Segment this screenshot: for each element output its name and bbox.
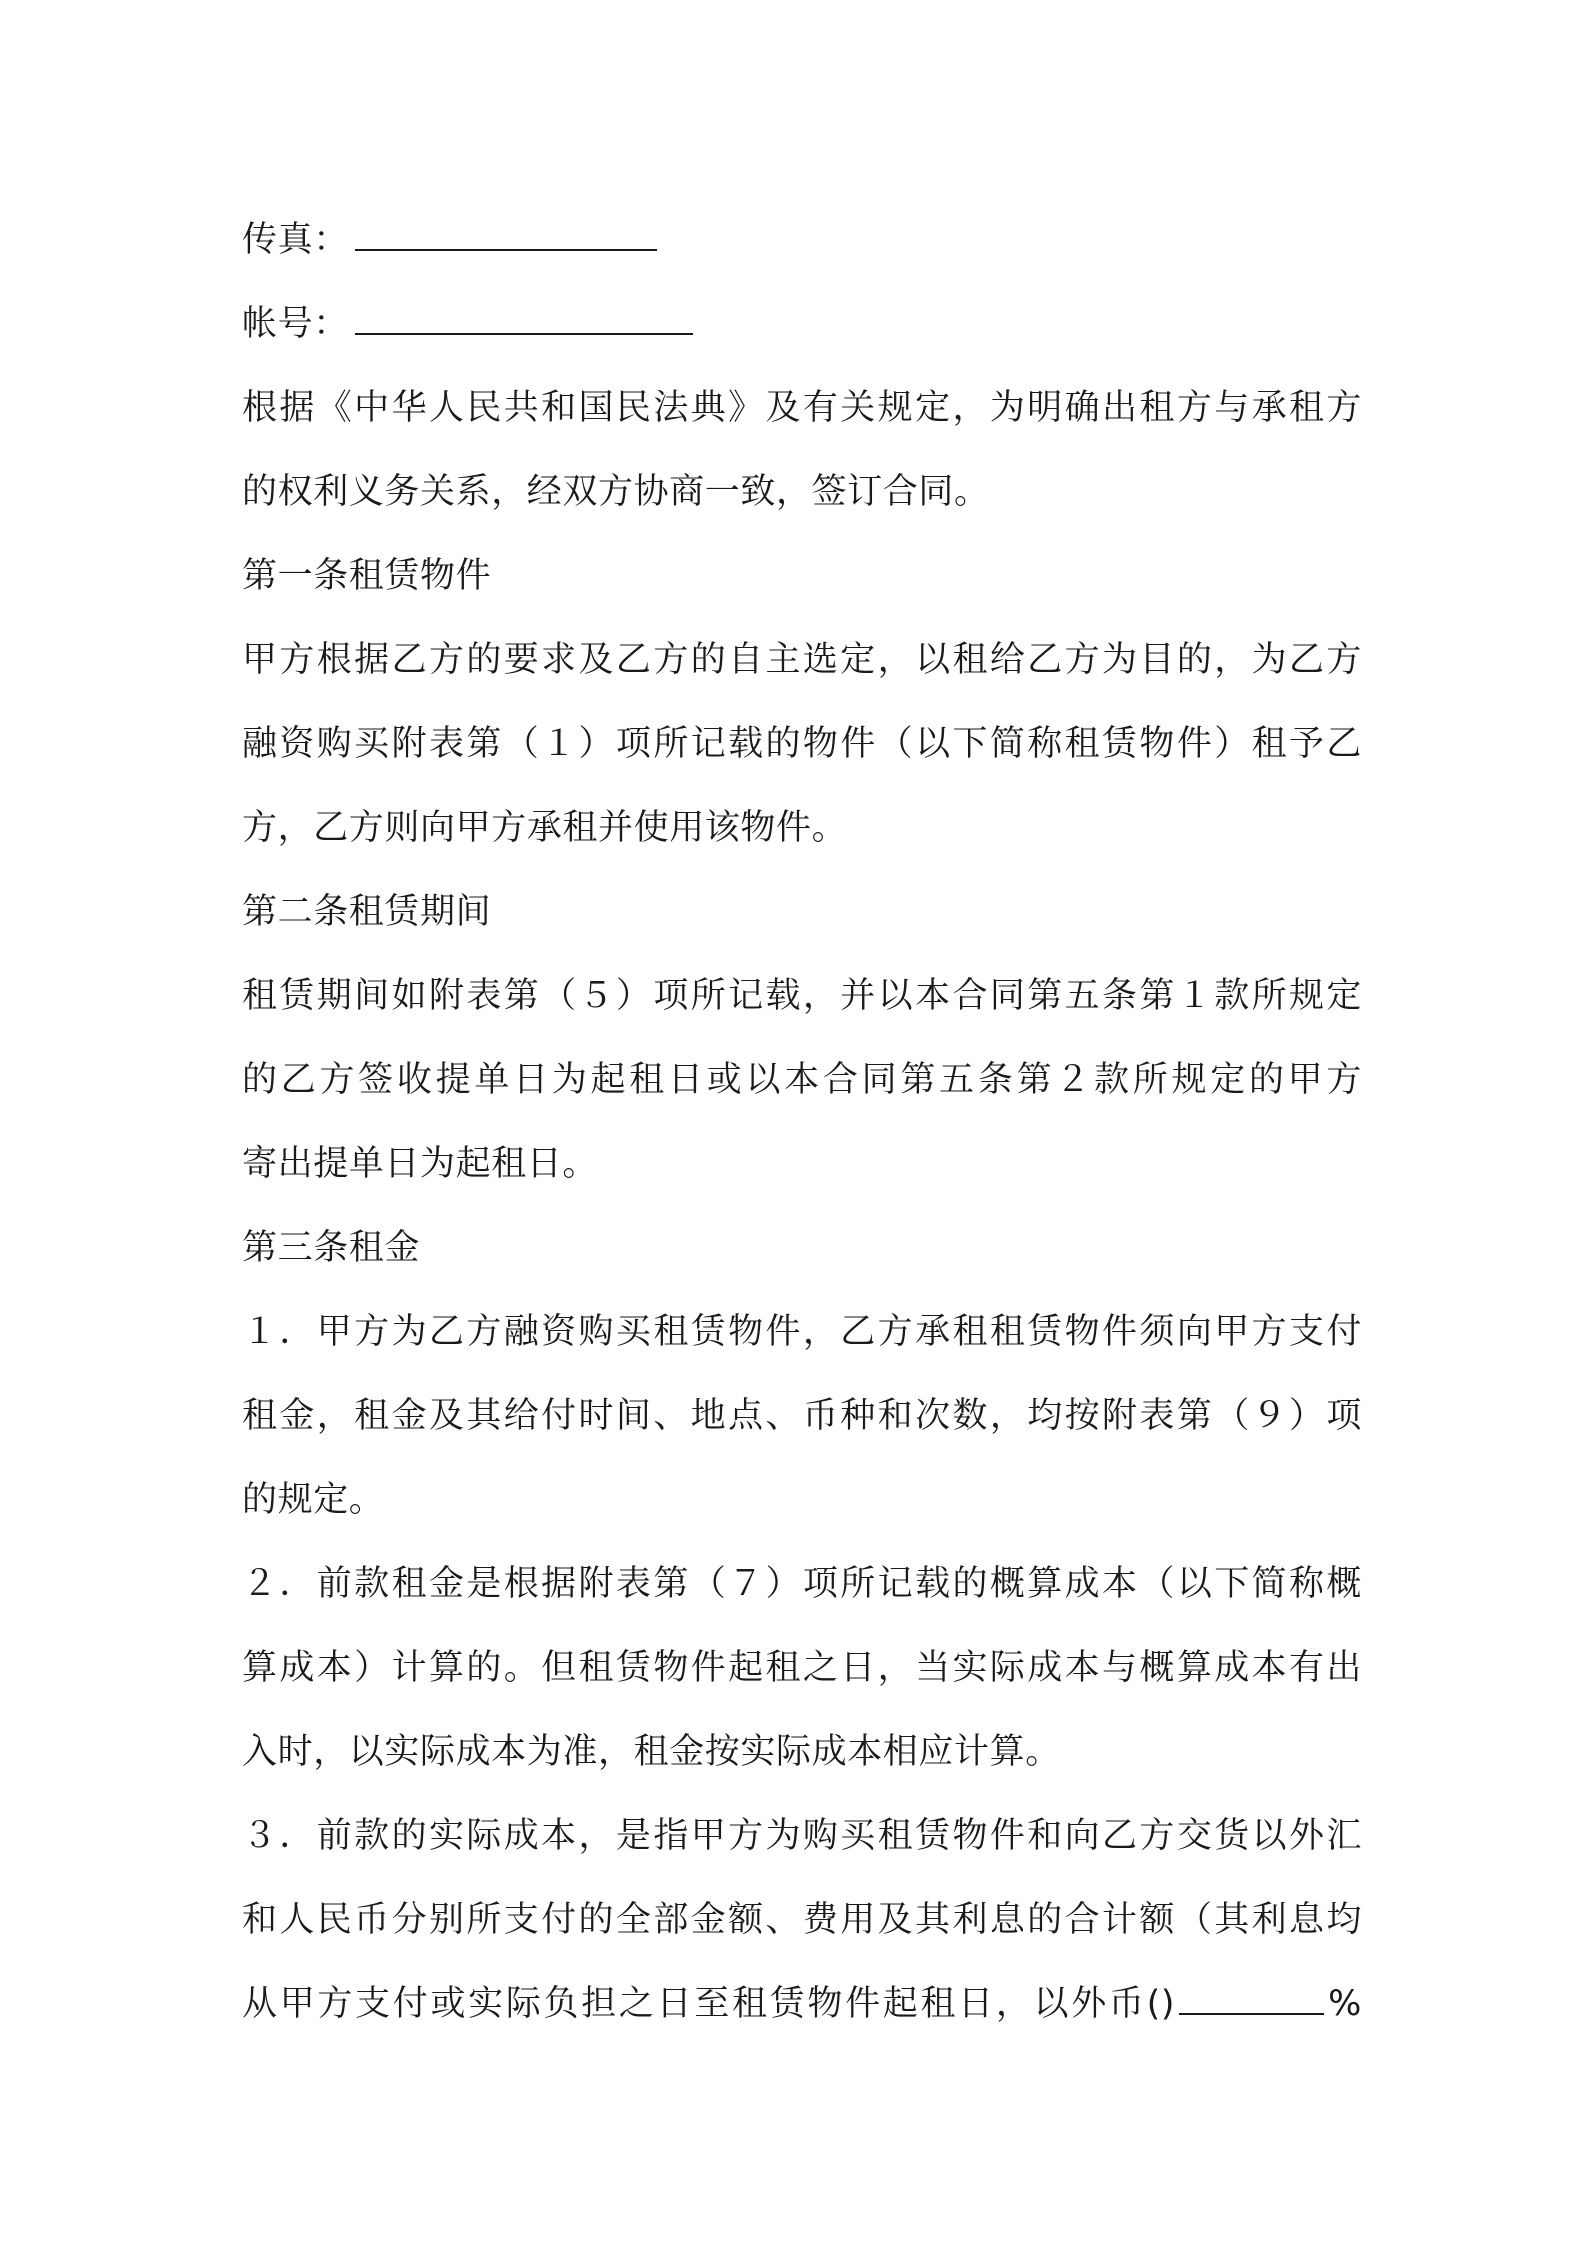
article-2-line-2: 的乙方签收提单日为起租日或以本合同第五条第２款所规定的甲方	[242, 1060, 1362, 1100]
article-3-clause-1-line-2: 租金，租金及其给付时间、地点、币种和次数，均按附表第（９）项	[242, 1396, 1362, 1436]
article-3-title: 第三条租金	[242, 1228, 421, 1268]
article-1-line-3: 方，乙方则向甲方承租并使用该物件。	[242, 808, 848, 848]
article-1-title: 第一条租赁物件	[242, 556, 492, 596]
article-2-line-1: 租赁期间如附表第（５）项所记载，并以本合同第五条第１款所规定	[242, 976, 1362, 1016]
interest-rate-blank	[1179, 1985, 1324, 2015]
account-label: 帐号：	[242, 304, 349, 344]
percent-sign: %	[1328, 1984, 1362, 2024]
article-3-clause-3-line-1: ３．前款的实际成本，是指甲方为购买租赁物件和向乙方交货以外汇	[242, 1816, 1362, 1856]
document-body	[242, 198, 1362, 2046]
article-2-title: 第二条租赁期间	[242, 892, 492, 932]
article-3-clause-3-line-3	[242, 1962, 1362, 2046]
article-2-line-3: 寄出提单日为起租日。	[242, 1144, 599, 1184]
fax-label: 传真：	[242, 220, 349, 260]
article-3-clause-2-line-3: 入时，以实际成本为准，租金按实际成本相应计算。	[242, 1732, 1061, 1772]
article-3-clause-1-line-1: １．甲方为乙方融资购买租赁物件，乙方承租租赁物件须向甲方支付	[242, 1312, 1362, 1352]
intro-line-2: 的权利义务关系，经双方协商一致，签订合同。	[242, 472, 990, 512]
article-3-clause-2-line-2: 算成本）计算的。但租赁物件起租之日，当实际成本与概算成本有出	[242, 1648, 1362, 1688]
fax-blank	[355, 221, 657, 251]
article-3-clause-1-line-3: 的规定。	[242, 1480, 385, 1520]
article-3-clause-2-line-1: ２．前款租金是根据附表第（７）项所记载的概算成本（以下简称概	[242, 1564, 1362, 1604]
fax-field-row	[242, 198, 1362, 282]
account-blank	[355, 305, 693, 335]
article-1-line-1: 甲方根据乙方的要求及乙方的自主选定，以租给乙方为目的，为乙方	[242, 640, 1362, 680]
account-field-row	[242, 282, 1362, 366]
intro-line-1: 根据《中华人民共和国民法典》及有关规定，为明确出租方与承租方	[242, 388, 1362, 428]
clause-3-line-3-text: 从甲方支付或实际负担之日至租赁物件起租日，以外币()	[242, 1984, 1176, 2024]
article-1-line-2: 融资购买附表第（１）项所记载的物件（以下简称租赁物件）租予乙	[242, 724, 1362, 764]
article-3-clause-3-line-2: 和人民币分别所支付的全部金额、费用及其利息的合计额（其利息均	[242, 1900, 1362, 1940]
